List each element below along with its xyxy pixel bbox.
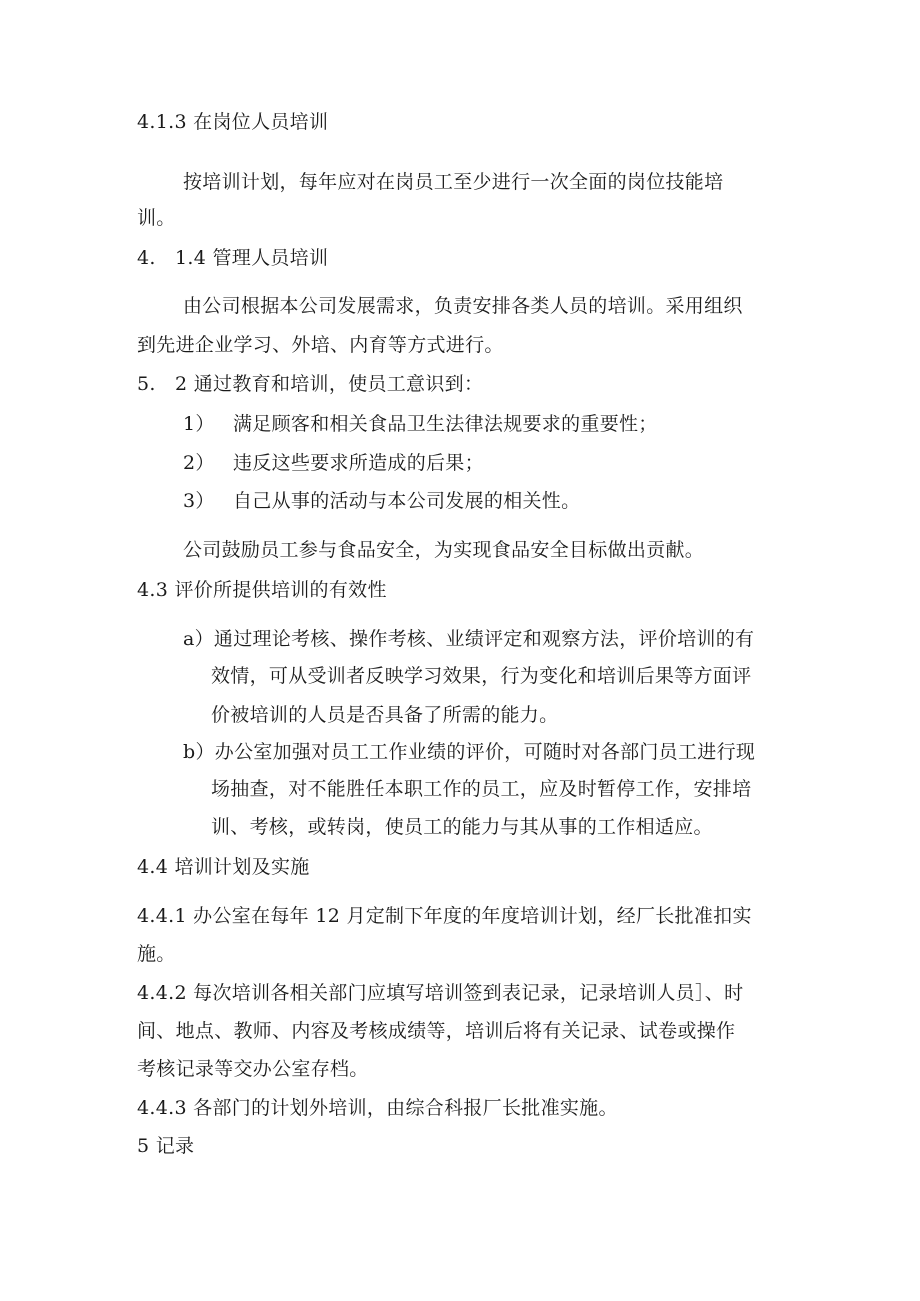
section-4-4-3-line-1: 4.4.3 各部门的计划外培训，由综合科报厂长批准实施。 [137, 1097, 618, 1119]
list-item-3-text: 自己从事的活动与本公司发展的相关性。 [233, 490, 581, 512]
section-4-1-3-body-line-1: 按培训计划，每年应对在岗员工至少进行一次全面的岗位技能培 [183, 171, 724, 193]
section-4-4-2-line-2: 间、地点、教师、内容及考核成绩等，培训后将有关记录、试卷或操作 [137, 1020, 736, 1042]
section-4-4-heading: 4.4 培训计划及实施 [137, 856, 310, 878]
section-4-1-4-heading: 4. 1.4 管理人员培训 [137, 247, 329, 269]
list-item-3-marker: 3） [183, 490, 215, 512]
section-5-2-heading: 5. 2 通过教育和培训，使员工意识到： [137, 373, 484, 395]
section-4-4-2-line-1: 4.4.2 每次培训各相关部门应填写培训签到表记录，记录培训人员］、时 [137, 982, 744, 1004]
item-b-line-2: 场抽查，对不能胜任本职工作的员工，应及时暂停工作，安排培 [211, 778, 752, 800]
item-a-line-1: a）通过理论考核、操作考核、业绩评定和观察方法，评价培训的有 [183, 628, 755, 650]
section-5-heading: 5 记录 [137, 1135, 195, 1157]
list-item-1-marker: 1） [183, 413, 215, 435]
section-4-1-3-body-line-2: 训。 [137, 207, 176, 229]
list-item-2-text: 违反这些要求所造成的后果； [233, 452, 484, 474]
list-item-2-marker: 2） [183, 452, 215, 474]
section-4-3-heading: 4.3 评价所提供培训的有效性 [137, 579, 387, 601]
item-b-line-3: 训、考核，或转岗，使员工的能力与其从事的工作相适应。 [211, 816, 713, 838]
section-5-2-closing: 公司鼓励员工参与食品安全，为实现食品安全目标做出贡献。 [183, 539, 705, 561]
section-4-4-2-line-3: 考核记录等交办公室存档。 [137, 1058, 369, 1080]
list-item-1-text: 满足顾客和相关食品卫生法律法规要求的重要性； [233, 413, 658, 435]
section-4-4-1-line-2: 施。 [137, 943, 176, 965]
item-a-line-3: 价被培训的人员是否具备了所需的能力。 [211, 704, 559, 726]
section-4-4-1-line-1: 4.4.1 办公室在每年 12 月定制下年度的年度培训计划，经厂长批准扣实 [137, 905, 752, 927]
section-4-1-4-body-line-1: 由公司根据本公司发展需求，负责安排各类人员的培训。采用组织 [183, 295, 743, 317]
section-4-1-4-body-line-2: 到先进企业学习、外培、内育等方式进行。 [137, 334, 504, 356]
section-4-1-3-heading: 4.1.3 在岗位人员培训 [137, 111, 329, 133]
item-a-line-2: 效情，可从受训者反映学习效果，行为变化和培训后果等方面评 [211, 665, 752, 687]
item-b-line-1: b）办公室加强对员工工作业绩的评价，可随时对各部门员工进行现 [183, 741, 756, 763]
